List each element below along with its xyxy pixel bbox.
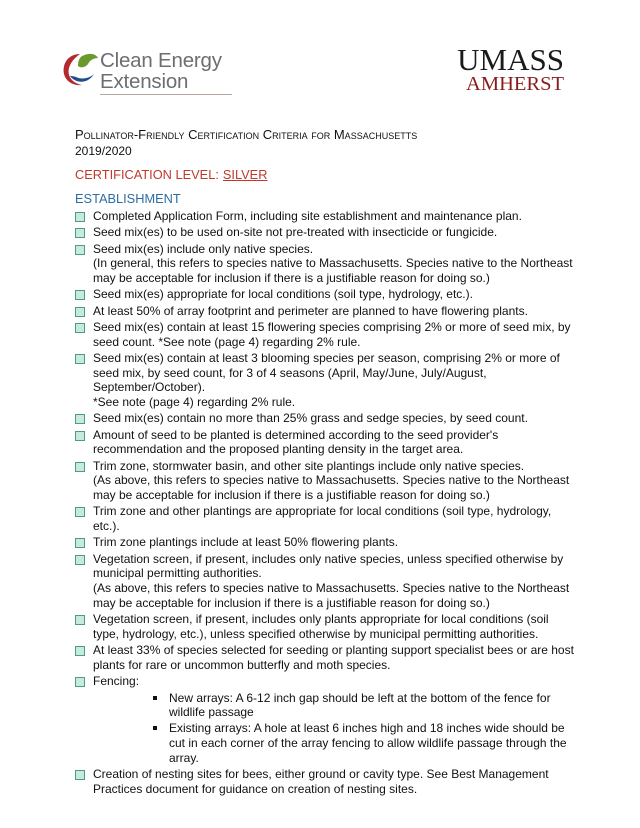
checklist-item — [75, 209, 575, 224]
checklist-item — [75, 535, 575, 550]
checklist-item-text: Vegetation screen, if present, includes only native species, unless specified otherwise by municipal permitting authorities. — [93, 551, 564, 581]
checklist-item-text: Seed mix(es) include only native species. — [93, 241, 314, 256]
umass-amherst-logo — [452, 42, 564, 95]
certification-label: CERTIFICATION LEVEL: — [75, 167, 219, 182]
checklist-item — [75, 242, 575, 286]
checklist-item — [75, 504, 575, 533]
checklist-item-text: Completed Application Form, including site establishment and maintenance plan. — [93, 209, 522, 223]
checkbox-icon[interactable] — [75, 555, 85, 565]
criteria-list — [75, 209, 575, 798]
checkbox-icon[interactable] — [75, 323, 85, 333]
leaf-swirl-icon — [60, 50, 100, 90]
checklist-item — [75, 552, 575, 611]
page-title: Pollinator-Friendly Certification Criteria for Massachusetts — [75, 127, 418, 142]
checkbox-icon[interactable] — [75, 431, 85, 441]
checklist-item — [75, 428, 575, 457]
checklist-item-text: Seed mix(es) contain no more than 25% grass and sedge species, by seed count. — [93, 411, 528, 426]
checklist-item-text: Seed mix(es) contain at least 15 flowering species comprising 2% or more of seed mix, by seed count. *See note (page 4) regarding 2% rule. — [93, 319, 571, 349]
checklist-item-text: Trim zone plantings include at least 50% flowering plants. — [93, 535, 399, 550]
checklist-item — [75, 287, 575, 302]
checklist-item-text: Fencing: — [93, 674, 140, 688]
checklist-item-text: At least 50% of array footprint and perimeter are planned to have flowering plants. — [93, 303, 528, 318]
checkbox-icon[interactable] — [75, 770, 85, 780]
checklist-item-note: (As above, this refers to species native to Massachusetts. Species native to the Northeast may be acceptable for inclusion if there is a justifiable reason for doing so.) — [93, 581, 570, 610]
checklist-item — [75, 459, 575, 503]
checkbox-icon[interactable] — [75, 462, 85, 472]
checkbox-icon[interactable] — [75, 538, 85, 548]
checklist-item — [75, 351, 575, 410]
checkbox-icon[interactable] — [75, 354, 85, 364]
checkbox-icon[interactable] — [75, 228, 85, 238]
square-bullet-icon — [153, 726, 157, 730]
bullet-item — [93, 721, 575, 765]
certification-level — [75, 167, 267, 183]
checkbox-icon[interactable] — [75, 677, 85, 687]
checklist-item-text: At least 33% of species selected for seeding or planting support specialist bees or are host plants for rare or uncommon butterfly and moth species. — [93, 643, 574, 672]
checklist-item — [75, 225, 575, 240]
checklist-item — [75, 643, 575, 672]
checklist-item — [75, 304, 575, 319]
checkbox-icon[interactable] — [75, 307, 85, 317]
checkbox-icon[interactable] — [75, 507, 85, 517]
checkbox-icon[interactable] — [75, 414, 85, 424]
checkbox-icon[interactable] — [75, 615, 85, 625]
checkbox-icon[interactable] — [75, 245, 85, 255]
bullet-text: Existing arrays: A hole at least 6 inches high and 18 inches wide should be cut in each corner of the array fencing to allow wildlife passage through the array. — [169, 721, 567, 765]
certification-level-value: SILVER — [222, 167, 268, 182]
checklist-item-text: Trim zone and other plantings are appropriate for local conditions (soil type, hydrology, etc.). — [93, 504, 552, 533]
amherst-wordmark: AMHERST — [466, 73, 564, 95]
logo-line-2: Extension — [100, 70, 189, 93]
document-year: 2019/2020 — [75, 144, 132, 158]
clean-energy-extension-logo — [60, 50, 240, 96]
checklist-item-text: Trim zone, stormwater basin, and other site plantings include only native species. — [93, 458, 525, 473]
checklist-item-text: Seed mix(es) appropriate for local conditions (soil type, hydrology, etc.). — [93, 287, 473, 302]
checklist-item-note: (As above, this refers to species native to Massachusetts. Species native to the Northeast may be acceptable for inclusion if there is a justifiable reason for doing so.) — [93, 473, 570, 502]
checklist-item — [75, 411, 575, 426]
checklist-item-text: Seed mix(es) contain at least 3 blooming species per season, comprising 2% or more of seed mix, by seed count, for 3 of 4 seasons (April, May/June, July/August, September/October). — [93, 350, 560, 395]
section-heading: ESTABLISHMENT — [75, 191, 181, 206]
checklist-item-note: *See note (page 4) regarding 2% rule. — [93, 395, 296, 409]
checklist-item-text: Creation of nesting sites for bees, either ground or cavity type. See Best Management Practices document for guidance on creation of nesting sites. — [93, 766, 549, 796]
umass-wordmark: UMASS — [457, 42, 564, 77]
checklist-item — [75, 612, 575, 641]
square-bullet-icon — [153, 696, 157, 700]
checkbox-icon[interactable] — [75, 646, 85, 656]
logo-line-1: Clean Energy — [100, 49, 222, 72]
checklist-item — [75, 674, 575, 765]
checkbox-icon[interactable] — [75, 212, 85, 222]
checklist-item-text: Amount of seed to be planted is determined according to the seed provider's recommendation and the proposed planting density in the target area. — [93, 427, 499, 457]
bullet-item — [93, 691, 575, 720]
checklist-item — [75, 767, 575, 796]
checklist-item-note: (In general, this refers to species native to Massachusetts. Species native to the Northeast may be acceptable for inclusion if there is a justifiable reason for doing so.) — [93, 256, 573, 285]
fencing-bullets — [93, 691, 575, 766]
logo-underline — [100, 94, 232, 95]
checkbox-icon[interactable] — [75, 290, 85, 300]
checklist-item — [75, 320, 575, 349]
checklist-item-text: Vegetation screen, if present, includes only plants appropriate for local conditions (soil type, hydrology, etc.), unless specified otherwise by municipal permitting authorities. — [93, 612, 549, 641]
checklist-item-text: Seed mix(es) to be used on-site not pre-treated with insecticide or fungicide. — [93, 225, 498, 240]
bullet-text: New arrays: A 6-12 inch gap should be left at the bottom of the fence for wildlife passage — [169, 690, 551, 720]
